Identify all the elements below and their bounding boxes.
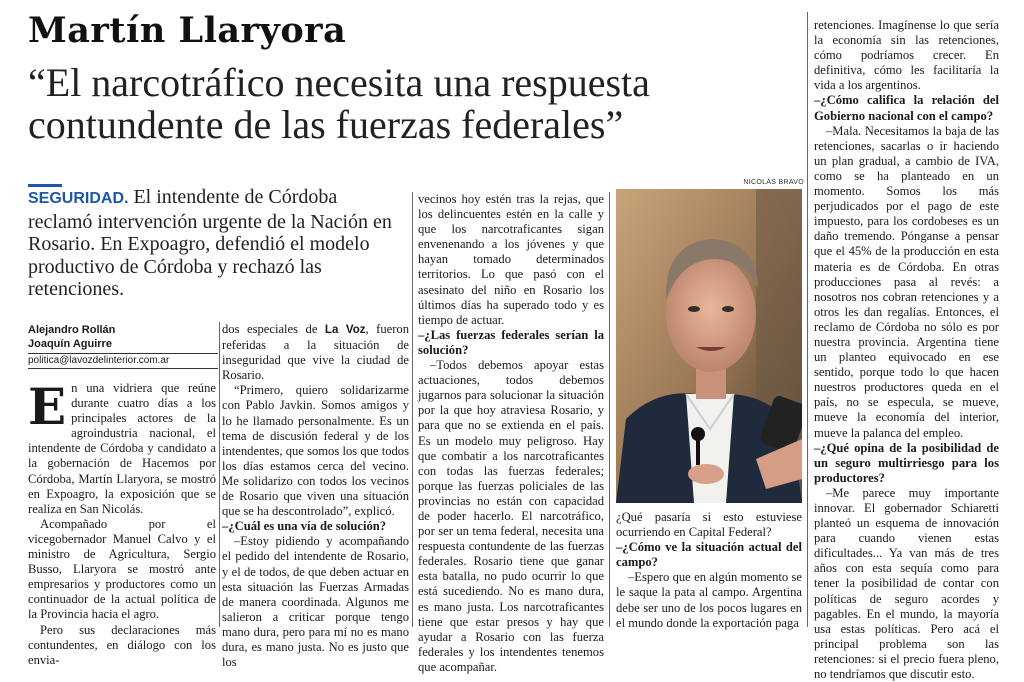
lede-text: El intendente de Córdoba reclamó intervención urgente de la Nación en Rosario. En Expoagro, defendió el modelo productivo de Córdoba y rechazó las retenciones. xyxy=(28,186,392,300)
body-paragraph: ¿Qué pasaría si esto estuviese ocurriendo en Capital Federal? xyxy=(616,510,802,540)
interviewee-photo xyxy=(616,189,802,503)
interview-question: –¿Qué opina de la posibilidad de un seguro multirriesgo para los productores? xyxy=(814,440,999,485)
body-paragraph: vecinos hoy estén tras la rejas, que los delincuentes estén en la calle y que los narcotraficantes sigan envenenando a los jóvenes y que hayan tomado determinados territorios. Lo que pasó con el asesinato del niño en Rosario los últimos días ha superado todo y es tiempo de actuar. xyxy=(418,192,604,327)
body-paragraph: Acompañado por el vicegobernador Manuel Calvo y el ministro de Agricultura, Sergio Busso, Llaryora se mostró ante empresarios y productores como un continuador de la actual política de la Provincia hacia el agro. xyxy=(28,516,216,622)
body-paragraph: –Espero que en algún momento se le saque la pata al campo. Argentina debe ser uno de los pocos lugares en el mundo donde la exportación paga xyxy=(616,570,802,630)
interview-question: –¿Las fuerzas federales serían la solución? xyxy=(418,327,604,357)
byline xyxy=(28,323,218,369)
column-divider xyxy=(219,322,220,627)
interview-question: –¿Cómo califica la relación del Gobierno nacional con el campo? xyxy=(814,93,999,123)
article-column-2 xyxy=(222,322,409,670)
photo-credit: NICOLÁS BRAVO xyxy=(743,179,804,186)
body-paragraph: “Primero, quiero solidarizarme con Pablo Javkin. Somos amigos y lo he llamado personalmente. Es un tema de discusión federal y de los intendentes, que somos los que todos los días estamos cerca del vecino. Me solidarizo con todos los vecinos de Rosario que viven una situación que se ha descontrolado”, explicó. xyxy=(222,383,409,519)
article-column-1 xyxy=(28,377,216,668)
lede-paragraph xyxy=(28,186,398,301)
interview-question: –¿Cuál es una vía de solución? xyxy=(222,519,387,534)
body-paragraph: Pero sus declaraciones más contundentes, en diálogo con los envia- xyxy=(28,622,216,667)
column-divider xyxy=(609,192,610,627)
body-paragraph: –Todos debemos apoyar estas actuaciones, todos debemos jugarnos para solucionar la situación por la que hoy atraviesa Rosario, y para que no se extienda en el país. Es un modelo muy peligroso. Hay que combatir a los narcotraficantes con todas las fuerzas federales; porque las fuerzas policiales de las provincias no están con capacidad de poder hacerlo. El narcotráfico, por ser un tema federal, necesita una respuesta contundente de las fuerzas federales. Rosario tiene que ganar esta batalla, no pudo ocurrir lo que está sucediendo. No es mano dura, es mano justa. Los narcotraficantes tiene que estar presos y hay que ayudar a Rosario con las fuerza federales y los intendentes tenemos que acompañar. xyxy=(418,358,604,674)
column-divider xyxy=(807,12,808,627)
headline-quote: “El narcotráfico necesita una respuesta contundente de las fuerzas federales” xyxy=(28,60,650,147)
author-name: Joaquín Aguirre xyxy=(28,338,112,350)
author-name: Alejandro Rollán xyxy=(28,324,116,336)
article-column-5 xyxy=(814,18,999,682)
interviewee-name: Martín Llaryora xyxy=(28,10,347,51)
body-paragraph: –Estoy pidiendo y acompañando el pedido del intendente de Rosario, y el de todos, de que deben actuar en esta situación las Fuerzas Armadas de manera coordinada. Algunos me salieron a criticar porque tengo mano dura, pero para mí no es mano dura, es mano justa. No es justo que los xyxy=(222,534,409,670)
section-kicker: SEGURIDAD. xyxy=(28,190,129,207)
author-email: politica@lavozdelinterior.com.ar xyxy=(28,353,218,369)
publication-name: La Voz xyxy=(324,324,366,336)
interview-question: –¿Cómo ve la situación actual del campo? xyxy=(616,540,802,570)
body-paragraph: En una vidriera que reúne durante cuatro días a los principales actores de la agroindustria nacional, el intendente de Córdoba y candidato a la gobernación de Hacemos por Córdoba, Martín Llaryora, se mostró en Expoagro, la exposición que se realiza en San Nicolás. xyxy=(28,377,216,516)
body-paragraph: retenciones. Imagínense lo que sería la economía sin las retenciones, cómo podríamos crecer. En definitiva, cómo les facilitaría la vida a los argentinos. xyxy=(814,18,999,93)
article-column-4 xyxy=(616,510,802,631)
column-divider xyxy=(412,192,413,627)
portrait-illustration xyxy=(616,189,802,503)
body-paragraph: –Me parece muy importante innovar. El gobernador Schiaretti planteó un esquema de innovación para cuando vienen estas dificultades... Ya van más de tres años con esta sequía como para tener la posibilidad de contar con políticas de seguro acordes y pagables. En el mundo, la mayoría usa estas políticas. Pero acá el principal problema son las retenciones: si el precio fuera pleno, no tendríamos que discutir esto. xyxy=(814,485,999,682)
body-paragraph: –Mala. Necesitamos la baja de las retenciones, sacarlas o ir haciendo un plan gradual, a cambio de IVA, como se ha planteado en un momento. Somos los más perjudicados por el pago de este impuesto, para los cordobeses es un daño tremendo. Pónganse a pensar que el 45% de la producción en esta materia es de Córdoba. En otras producciones pasa al revés: a nosotros nos cobran retenciones y a otros les dan regalías. Entonces, el reclamo de Córdoba no sólo es por nuestra provincia. Argentina tiene un planteo equivocado en ese sentido, porque todo lo que hacen nuestros productores queda en el país, no se especula, se mueve, mueve la economía del interior, mueve la palanca del empleo. xyxy=(814,123,999,440)
article-column-3 xyxy=(418,192,604,675)
body-paragraph: dos especiales de La Voz, fueron referidas a la situación de inseguridad que vive la ciudad de Rosario. xyxy=(222,322,409,383)
drop-cap: E xyxy=(28,377,67,436)
